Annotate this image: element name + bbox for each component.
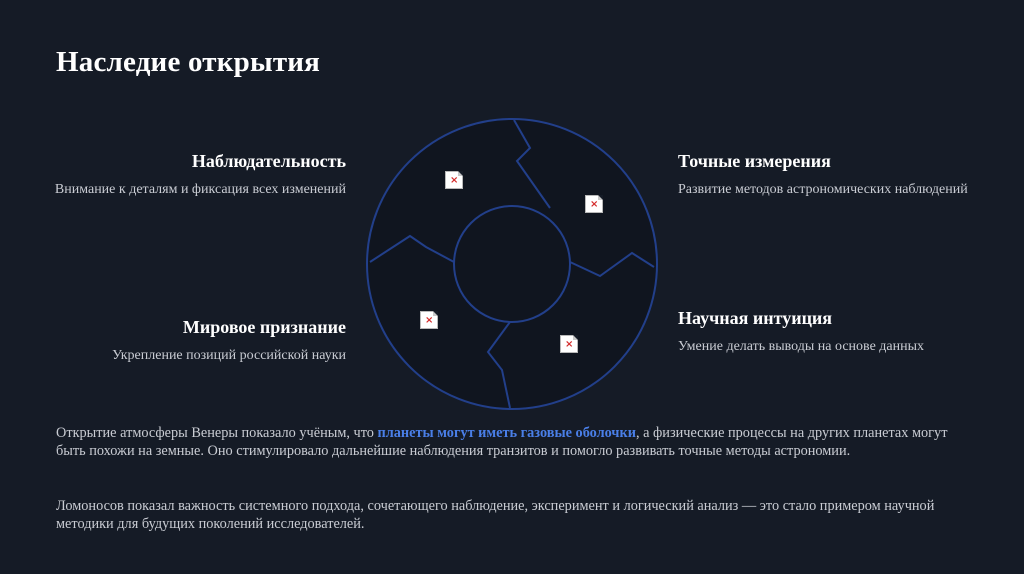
slide-title: Наследие открытия xyxy=(56,46,321,78)
block-text: Внимание к деталям и фиксация всех изменений xyxy=(54,182,346,197)
broken-image-icon: × xyxy=(445,171,463,189)
block-measurements xyxy=(678,150,978,199)
block-intuition xyxy=(678,307,978,356)
block-heading: Научная интуиция xyxy=(678,308,833,328)
block-recognition xyxy=(46,316,346,365)
block-text: Развитие методов астрономических наблюдений xyxy=(678,182,968,197)
block-text: Укрепление позиций российской науки xyxy=(112,348,346,363)
paragraph-text: Открытие атмосферы Венеры показало учёным, что xyxy=(56,425,378,441)
paragraph-lomonosov: Ломоносов показал важность системного подхода, сочетающего наблюдение, эксперимент и логический анализ — это стало примером научной методики для будущих поколений исследователей. xyxy=(56,498,935,532)
inner-ring xyxy=(454,206,570,322)
broken-image-icon: × xyxy=(420,311,438,329)
block-observation xyxy=(46,150,346,199)
block-heading: Мировое признание xyxy=(182,317,346,337)
broken-image-icon: × xyxy=(585,195,603,213)
block-heading: Наблюдательность xyxy=(191,151,346,171)
block-heading: Точные измерения xyxy=(678,151,831,171)
highlight-text: планеты могут иметь газовые оболочки xyxy=(377,425,636,441)
block-text: Умение делать выводы на основе данных xyxy=(678,339,925,354)
paragraph-text: , а физические процессы на других планетах могут быть похожи на земные. Оно стимулировало дальнейшие наблюдения транзитов и помогло развивать точные методы астрономии. xyxy=(56,425,948,459)
paragraph-venus xyxy=(56,424,976,460)
broken-image-icon: × xyxy=(560,335,578,353)
